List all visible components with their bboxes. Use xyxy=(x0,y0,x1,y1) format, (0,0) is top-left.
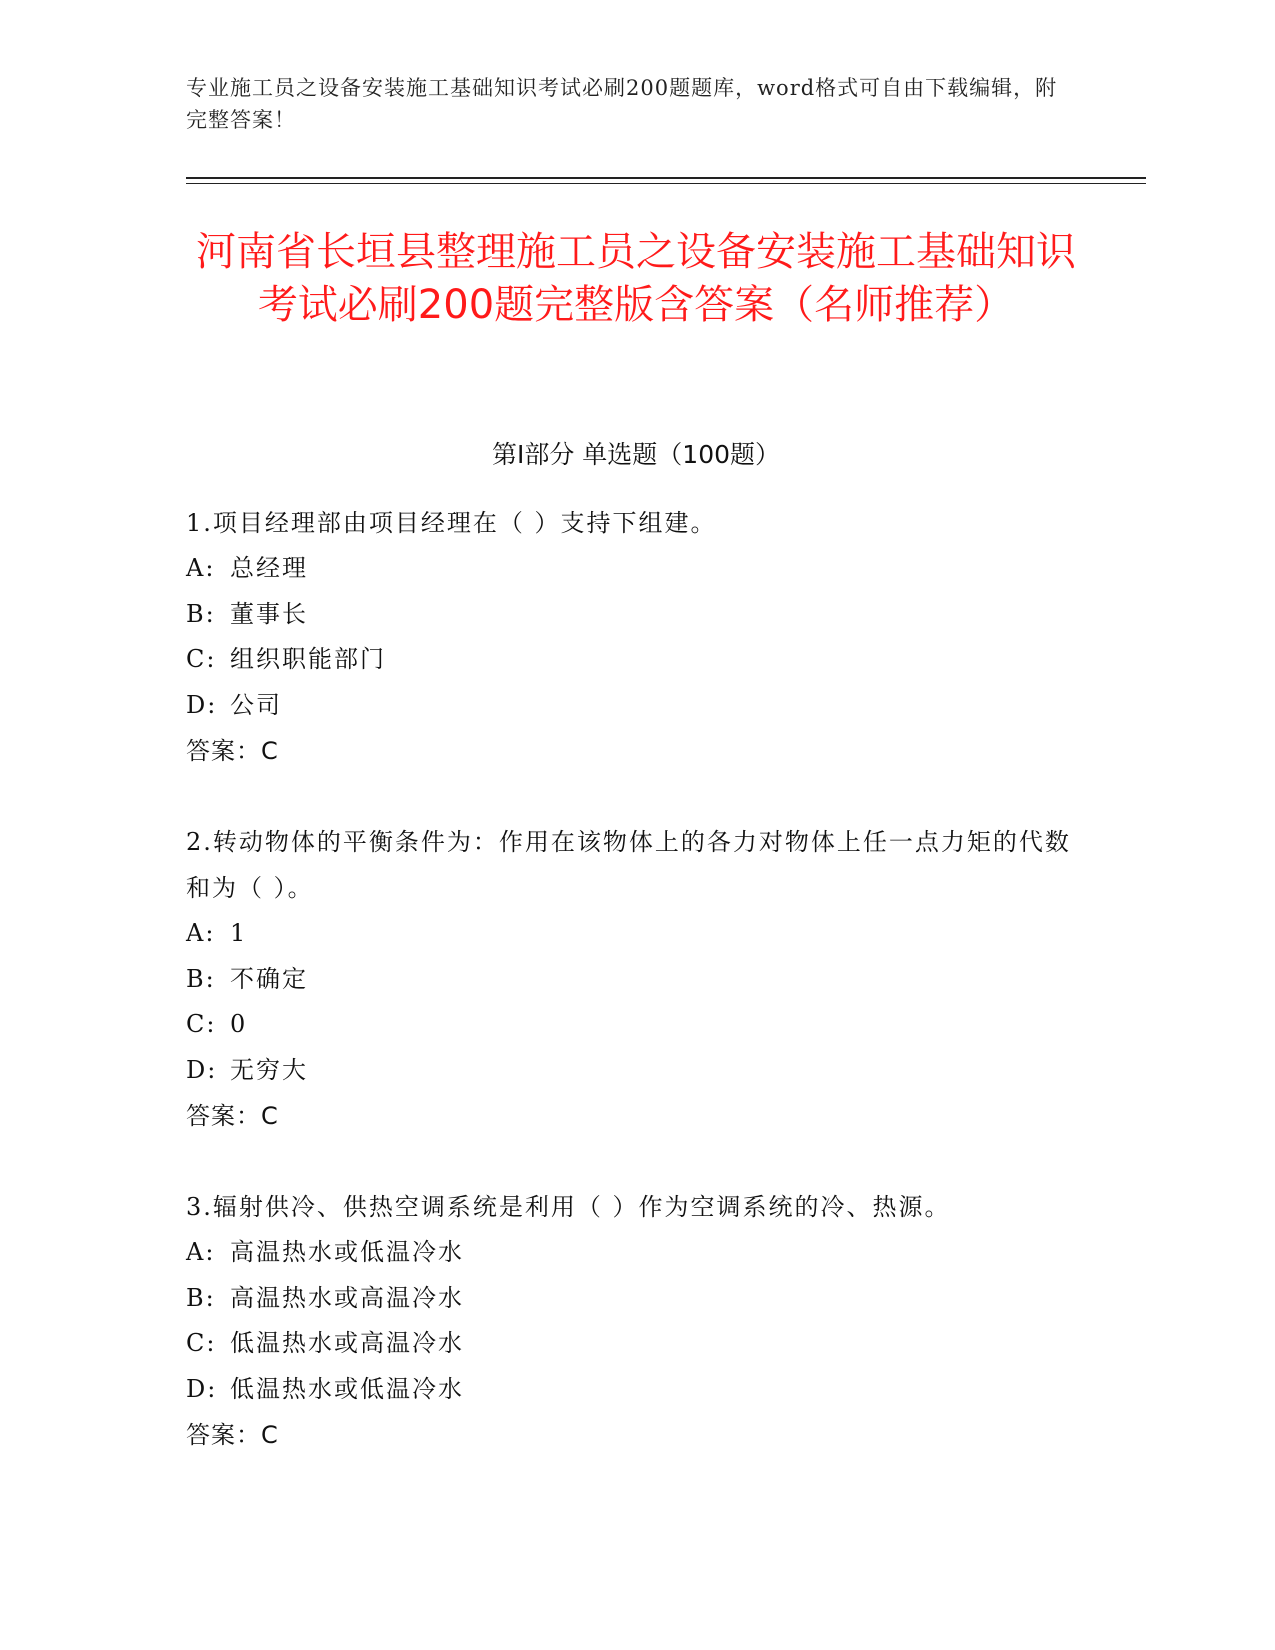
option-b xyxy=(186,957,1086,1003)
option-key: D: xyxy=(186,690,218,719)
option-key: C: xyxy=(186,645,217,673)
option-text: 高温热水或低温冷水 xyxy=(230,1238,464,1266)
option-text: 不确定 xyxy=(230,964,308,993)
option-b xyxy=(186,592,1086,638)
option-text: 总经理 xyxy=(230,554,308,582)
question-3 xyxy=(186,1184,1086,1458)
option-key: A: xyxy=(186,919,216,947)
option-text: 1 xyxy=(230,919,248,947)
question-2 xyxy=(186,819,1086,1139)
question-1 xyxy=(186,500,1086,774)
question-stem: 3.辐射供冷、供热空调系统是利用（ ）作为空调系统的冷、热源。 xyxy=(186,1193,951,1221)
option-text: 高温热水或高温冷水 xyxy=(230,1283,464,1312)
header-divider-thin xyxy=(186,183,1146,184)
option-key: B: xyxy=(186,1283,216,1312)
header-divider-thick xyxy=(186,177,1146,179)
document-title: 河南省长垣县整理施工员之设备安装施工基础知识考试必刷200题完整版含答案（名师推荐） xyxy=(196,229,1076,328)
option-key: D: xyxy=(186,1374,218,1403)
option-text: 低温热水或高温冷水 xyxy=(230,1329,464,1357)
option-c xyxy=(186,637,1086,683)
question-stem: 2.转动物体的平衡条件为：作用在该物体上的各力对物体上任一点力矩的代数和为（ ）。 xyxy=(186,828,1071,902)
answer-line: 答案：C xyxy=(186,1102,279,1130)
answer-line: 答案：C xyxy=(186,737,279,765)
question-stem: 1.项目经理部由项目经理在（ ）支持下组建。 xyxy=(186,509,717,537)
option-text: 董事长 xyxy=(230,599,308,628)
option-text: 低温热水或低温冷水 xyxy=(230,1374,464,1403)
header-note: 专业施工员之设备安装施工基础知识考试必刷200题题库，word格式可自由下载编辑，附完整答案！ xyxy=(186,76,1058,132)
option-key: B: xyxy=(186,599,216,628)
option-text: 公司 xyxy=(230,690,282,719)
option-key: D: xyxy=(186,1055,218,1084)
answer-line: 答案：C xyxy=(186,1421,279,1449)
option-text: 0 xyxy=(230,1010,248,1038)
option-key: A: xyxy=(186,1238,216,1266)
option-b xyxy=(186,1276,1086,1322)
option-key: B: xyxy=(186,964,216,993)
option-d xyxy=(186,683,1086,729)
option-a xyxy=(186,911,1086,957)
option-key: A: xyxy=(186,554,216,582)
option-c xyxy=(186,1002,1086,1048)
option-c xyxy=(186,1321,1086,1367)
option-key: C: xyxy=(186,1329,217,1357)
option-d xyxy=(186,1367,1086,1413)
option-a xyxy=(186,546,1086,592)
section-heading: 第Ⅰ部分 单选题（100题） xyxy=(491,440,781,469)
option-text: 无穷大 xyxy=(230,1055,308,1084)
option-key: C: xyxy=(186,1010,217,1038)
option-d xyxy=(186,1048,1086,1094)
option-text: 组织职能部门 xyxy=(230,645,386,673)
option-a xyxy=(186,1230,1086,1276)
